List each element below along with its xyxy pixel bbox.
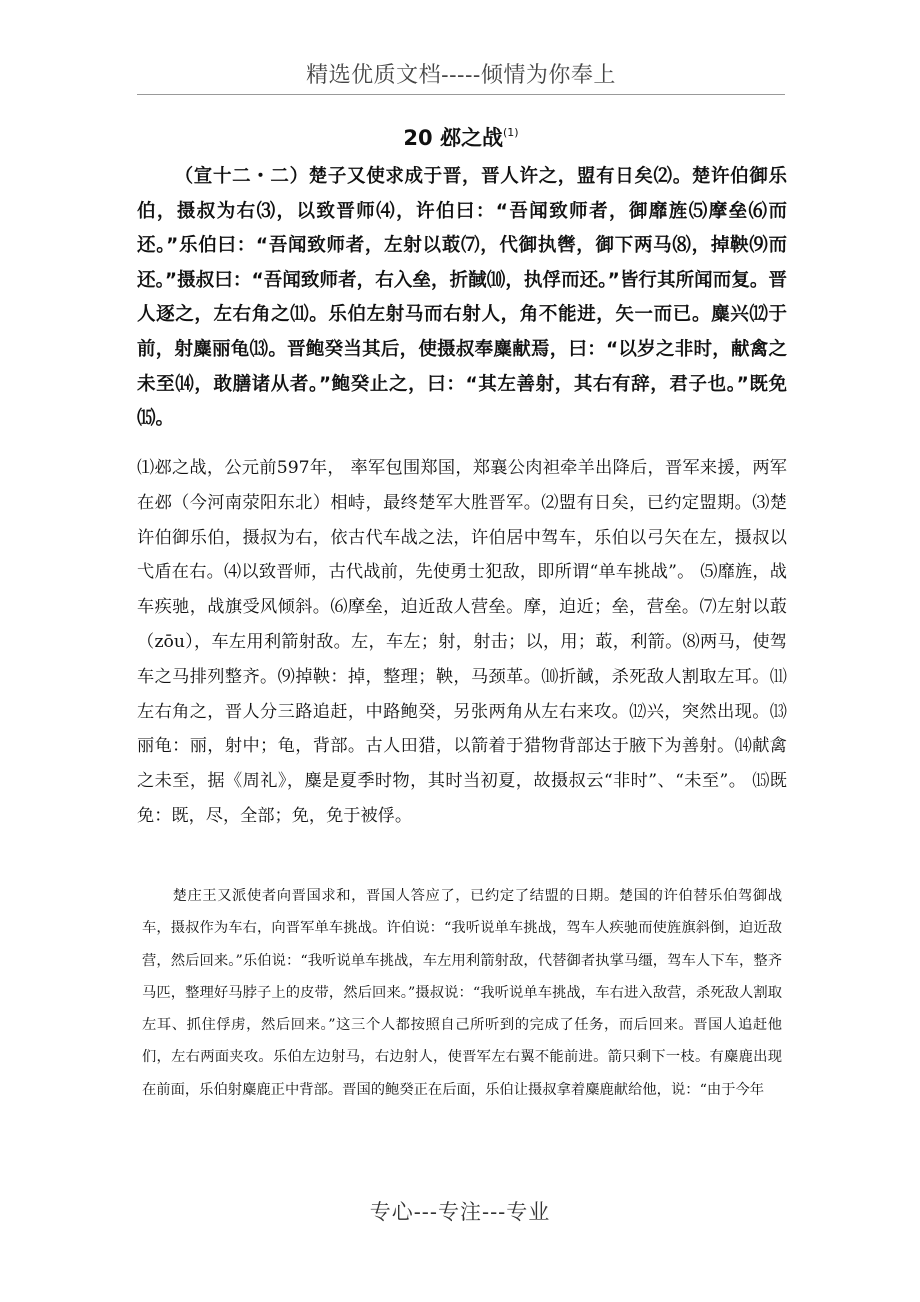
annotations: ⑴邲之战，公元前597年， 率军包围郑国，郑襄公肉袒牵羊出降后，晋军来援，两军在邲（今河南荥阳东北）相峙，最终楚军大胜晋军。⑵盟有日矣，已约定盟期。⑶楚许伯御乐伯，摄叔为右，依古代车战之法，许伯居中驾车，乐伯以弓矢在左，摄叔以弋盾在右。⑷以致晋师，古代战前，先使勇士犯敌，即所谓“单车挑战”。 ⑸靡旌，战车疾驰，战旗受风倾斜。⑹摩垒，迫近敌人营垒。摩，迫近；垒，营垒。⑺左射以菆（zōu），车左用利箭射敌。左，车左；射，射击；以，用；菆，利箭。⑻两马，使驾车之马排列整齐。⑼掉鞅：掉，整理；鞅，马颈革。⑽折馘，杀死敌人割取左耳。⑾左右角之，晋人分三路追赶，中路鲍癸，另张两角从左右来攻。⑿兴，突然出现。⒀丽龟：丽，射中；龟，背部。古人田猎，以箭着于猎物背部达于腋下为善射。⒁献禽之未至，据《周礼》，麋是夏季时物，其时当初夏，故摄叔云“非时”、“未至”。 ⒂既免：既，尽，全部；免，免于被俘。 xyxy=(137,458,787,826)
page-footer: 专心---专注---专业 xyxy=(369,1200,551,1224)
classical-text xyxy=(137,160,787,437)
classical-text-body: （宣十二・二）楚子又使求成于晋，晋人许之，盟有日矣⑵。楚许伯御乐伯，摄叔为右⑶，以致晋师⑷，许伯曰：“吾闻致师者，御靡旌⑸摩垒⑹而还。”乐伯曰：“吾闻致师者，左射以菆⑺，代御执辔，御下两马⑻，掉鞅⑼而还。”摄叔曰：“吾闻致师者，右入垒，折馘⑽，执俘而还。”皆行其所闻而复。晋人逐之，左右角之⑾。乐伯左射马而右射人，角不能进，矢一而已。麋兴⑿于前，射麋丽龟⒀。晋鲍癸当其后，使摄叔奉麋献焉，曰：“以岁之非时，献禽之未至⒁，敢膳诸从者。”鲍癸止之，曰：“其左善射，其右有辞，君子也。”既免⒂。 xyxy=(137,166,787,430)
page-header: 精选优质文档-----倾情为你奉上 xyxy=(306,63,616,88)
article-title xyxy=(137,122,785,152)
article-title-text: 20 邲之战 xyxy=(403,126,503,150)
title-note-mark: (1) xyxy=(502,126,519,139)
translation xyxy=(142,880,782,1106)
header-divider xyxy=(137,94,785,95)
translation-body: 楚庄王又派使者向晋国求和，晋国人答应了，已约定了结盟的日期。楚国的许伯替乐伯驾御战车，摄叔作为车右，向晋军单车挑战。许伯说：“我听说单车挑战，驾车人疾驰而使旌旗斜倒，迫近敌营，然后回来。”乐伯说：“我听说单车挑战，车左用利箭射敌，代替御者执掌马缰，驾车人下车，整齐马匹，整理好马脖子上的皮带，然后回来。”摄叔说：“我听说单车挑战，车右进入敌营，杀死敌人割取左耳、抓住俘虏，然后回来。”这三个人都按照自己所听到的完成了任务，而后回来。晋国人追赶他们，左右两面夹攻。乐伯左边射马，右边射人，使晋军左右翼不能前进。箭只剩下一枝。有麋鹿出现在前面，乐伯射麋鹿正中背部。晋国的鲍癸正在后面，乐伯让摄叔拿着麋鹿献给他，说：“由于今年 xyxy=(142,888,782,1098)
